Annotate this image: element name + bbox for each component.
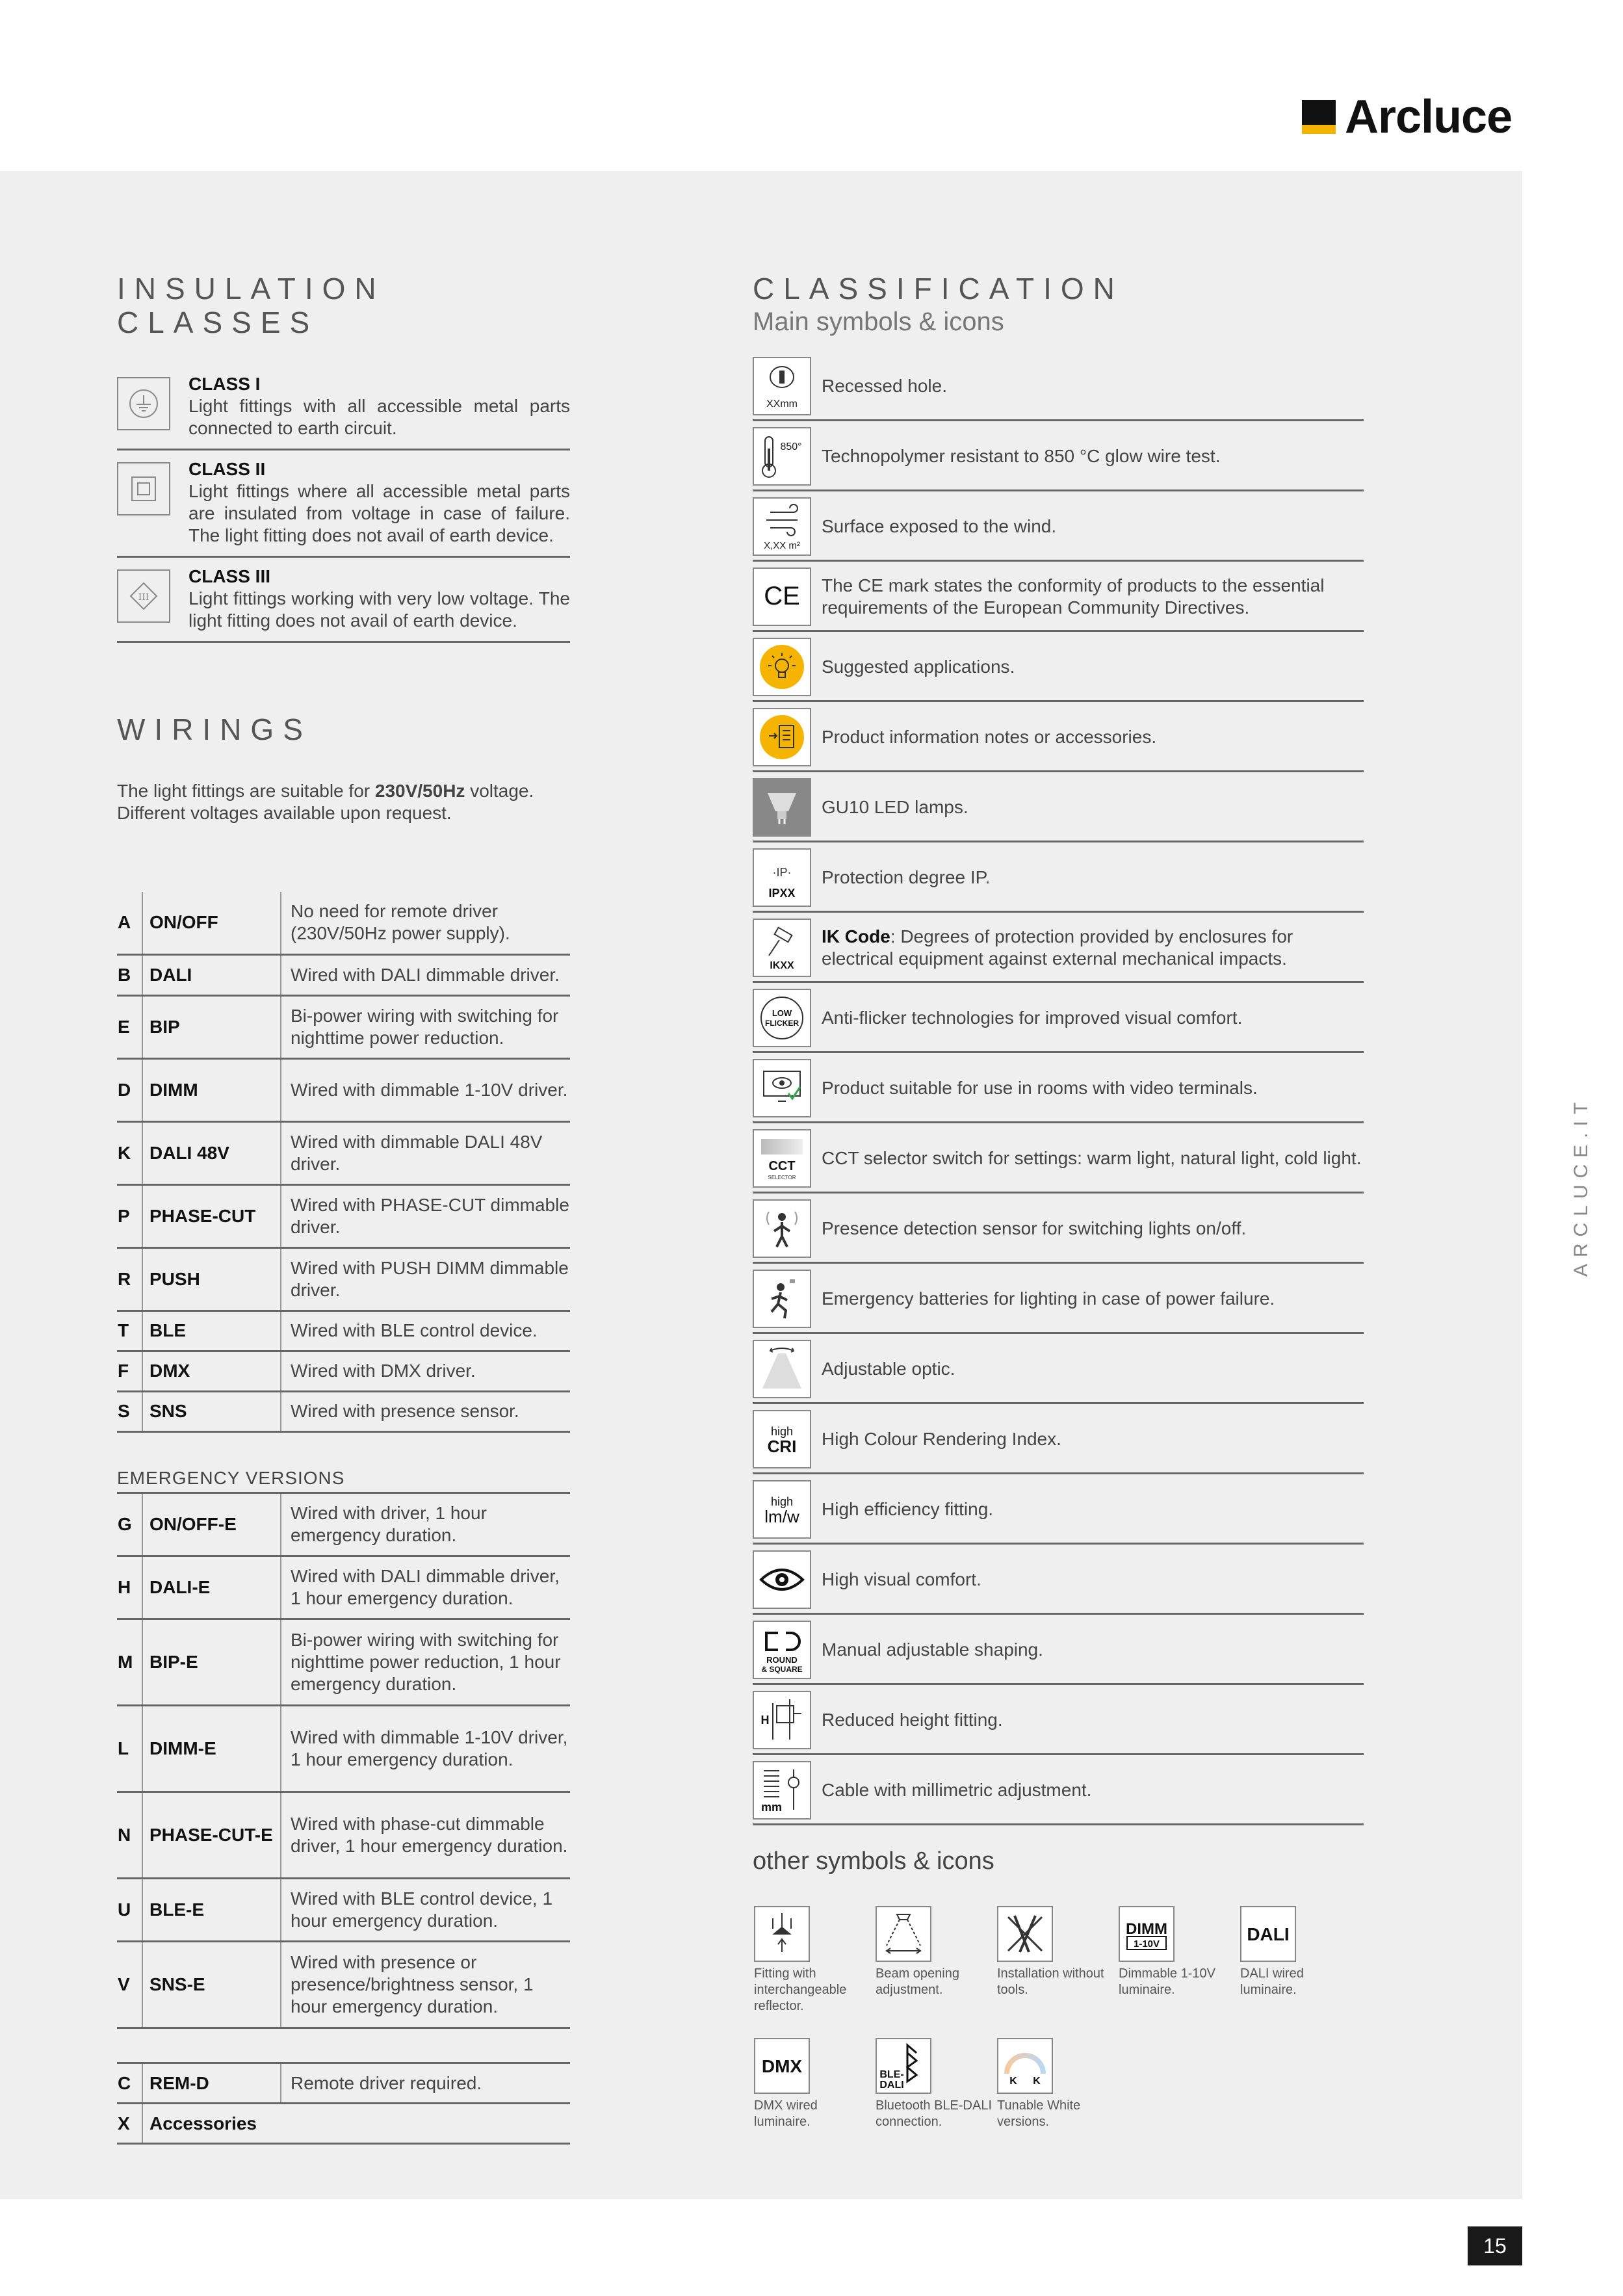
table-row: P PHASE-CUT Wired with PHASE-CUT dimmable driver. (117, 1184, 570, 1247)
classification-list (753, 353, 1364, 1827)
insulation-row: CLASS II Light fittings where all accessible metal parts are insulated from voltage in case of failure. The light fitting does not avail of earth device. (117, 450, 570, 558)
table-row: V SNS-E Wired with presence or presence/brightness sensor, 1 hour emergency duration. (117, 1942, 570, 2028)
beam-opening-icon (876, 1906, 931, 1962)
table-row: X Accessories (117, 2104, 570, 2144)
list-item: CCT SELECTOR CCT selector switch for settings: warm light, natural light, cold light. (753, 1125, 1364, 1194)
list-item: CE The CE mark states the conformity of products to the essential requirements of the European Community Directives. (753, 564, 1364, 632)
svg-text:H: H (760, 1714, 770, 1727)
round-square-icon (753, 1621, 811, 1679)
emergency-table (117, 1492, 570, 2029)
other-symbol-item: K K Tunable White versions. (997, 2038, 1114, 2130)
table-row: U BLE-E Wired with BLE control device, 1 hour emergency duration. (117, 1879, 570, 1942)
insulation-title: INSULATION CLASSES (117, 272, 385, 339)
svg-text:LOW: LOW (772, 1008, 792, 1018)
table-row: H DALI-E Wired with DALI dimmable driver, 1 hour emergency duration. (117, 1556, 570, 1619)
insulation-row: III CLASS III Light fittings working with very low voltage. The light fitting does not avail of earth device. (117, 558, 570, 643)
wirings-section (117, 712, 570, 824)
table-row: L DIMM-E Wired with dimmable 1-10V driver, 1 hour emergency duration. (117, 1706, 570, 1792)
other-symbol-item: DMX DMX wired luminaire. (754, 2038, 871, 2130)
wirings-table (117, 892, 570, 1433)
svg-text:SELECTOR: SELECTOR (768, 1175, 796, 1181)
classification-subtitle: Main symbols & icons (753, 307, 1004, 336)
wirings-title: WIRINGS (117, 712, 312, 746)
svg-text:1-10V: 1-10V (1133, 1938, 1160, 1950)
svg-text:DALI: DALI (879, 2080, 904, 2091)
list-item: Adjustable optic. (753, 1336, 1364, 1404)
reduced-height-icon (753, 1691, 811, 1749)
svg-text:DALI: DALI (1247, 1924, 1290, 1944)
svg-text:X,XX m²: X,XX m² (764, 540, 800, 551)
svg-text:high: high (770, 1425, 794, 1438)
extra-table (117, 2062, 570, 2145)
list-item: Presence detection sensor for switching lights on/off. (753, 1195, 1364, 1264)
ce-mark-icon (753, 567, 811, 626)
list-item: Emergency batteries for lighting in case of power failure. (753, 1266, 1364, 1334)
table-row: G ON/OFF-E Wired with driver, 1 hour emergency duration. (117, 1493, 570, 1556)
earth-icon (117, 377, 170, 430)
svg-text:IKXX: IKXX (770, 960, 794, 971)
cable-mm-icon (753, 1761, 811, 1820)
svg-text:high: high (770, 1495, 794, 1508)
list-item: GU10 LED lamps. (753, 774, 1364, 842)
tunable-white-icon (997, 2038, 1053, 2094)
svg-text:CRI: CRI (767, 1437, 797, 1456)
svg-text:lm/w: lm/w (764, 1507, 799, 1526)
table-row: F DMX Wired with DMX driver. (117, 1351, 570, 1391)
list-item: Product suitable for use in rooms with video terminals. (753, 1055, 1364, 1123)
emergency-icon (753, 1270, 811, 1328)
other-symbols-title: other symbols & icons (753, 1847, 994, 1875)
page-number: 15 (1468, 2226, 1522, 2265)
classification-title: CLASSIFICATION (753, 272, 1124, 306)
table-row: R PUSH Wired with PUSH DIMM dimmable driver. (117, 1247, 570, 1311)
table-row: B DALI Wired with DALI dimmable driver. (117, 954, 570, 995)
high-lmw-icon (753, 1480, 811, 1539)
low-flicker-icon (753, 989, 811, 1047)
svg-text:CCT: CCT (768, 1159, 796, 1173)
bulb-icon (753, 638, 811, 696)
logo-mark-icon (1302, 100, 1336, 134)
reflector-icon (754, 1906, 810, 1962)
table-row: K DALI 48V Wired with dimmable DALI 48V driver. (117, 1121, 570, 1184)
svg-text:XXmm: XXmm (766, 398, 798, 410)
list-item: Product information notes or accessories. (753, 704, 1364, 772)
eye-icon (753, 1550, 811, 1609)
table-row: M BIP-E Bi-power wiring with switching for nighttime power reduction, 1 hour emergency duration. (117, 1619, 570, 1706)
list-item: high lm/w High efficiency fitting. (753, 1476, 1364, 1545)
svg-text:·IP·: ·IP· (772, 866, 792, 879)
insulation-section (117, 272, 570, 643)
other-symbol-item: DIMM 1-10V Dimmable 1-10V luminaire. (1119, 1906, 1236, 1998)
table-row: S SNS Wired with presence sensor. (117, 1391, 570, 1431)
other-symbol-item: BLE- DALI Bluetooth BLE-DALI connection. (876, 2038, 993, 2130)
emergency-label: EMERGENCY VERSIONS (117, 1468, 345, 1488)
classification-section (753, 272, 1364, 338)
wind-icon (753, 497, 811, 556)
svg-text:CE: CE (764, 582, 800, 610)
ip-icon (753, 848, 811, 907)
list-item: IKXX IK Code: Degrees of protection provided by enclosures for electrical equipment against external mechanical impacts. (753, 915, 1364, 983)
table-row: D DIMM Wired with dimmable 1-10V driver. (117, 1058, 570, 1121)
table-row: C REM-D Remote driver required. (117, 2063, 570, 2104)
other-symbol-item: Beam opening adjustment. (876, 1906, 993, 1998)
cct-selector-icon (753, 1129, 811, 1188)
brand-name: Arcluce (1345, 91, 1513, 143)
list-item: LOW FLICKER Anti-flicker technologies for improved visual comfort. (753, 985, 1364, 1053)
svg-text:& SQUARE: & SQUARE (761, 1665, 803, 1674)
low-voltage-icon (117, 569, 170, 623)
side-website: ARCLUCE.IT (1570, 1095, 1592, 1277)
table-row: E BIP Bi-power wiring with switching for nighttime power reduction. (117, 995, 570, 1058)
svg-text:III: III (138, 592, 149, 603)
adjustable-optic-icon (753, 1340, 811, 1398)
high-cri-icon (753, 1410, 811, 1468)
list-item: 850° Technopolymer resistant to 850 °C glow wire test. (753, 423, 1364, 491)
svg-text:850°: 850° (780, 441, 802, 452)
brand-logo (1302, 91, 1512, 143)
dali-icon (1240, 1906, 1296, 1962)
double-insulation-icon (117, 462, 170, 515)
dmx-icon (754, 2038, 810, 2094)
svg-text:mm: mm (760, 1801, 783, 1814)
list-item: ROUND & SQUARE Manual adjustable shaping. (753, 1617, 1364, 1685)
list-item: High visual comfort. (753, 1546, 1364, 1615)
other-symbol-item: Fitting with interchangeable reflector. (754, 1906, 871, 2015)
table-row: N PHASE-CUT-E Wired with phase-cut dimmable driver, 1 hour emergency duration. (117, 1792, 570, 1879)
other-symbol-item: Installation without tools. (997, 1906, 1114, 1998)
svg-text:DMX: DMX (761, 2056, 803, 2076)
video-terminal-icon (753, 1059, 811, 1117)
recessed-hole-icon (753, 357, 811, 415)
svg-text:K: K (1009, 2076, 1017, 2087)
list-item: H Reduced height fitting. (753, 1687, 1364, 1755)
list-item: Suggested applications. (753, 634, 1364, 702)
hammer-icon (753, 919, 811, 977)
list-item: X,XX m² Surface exposed to the wind. (753, 493, 1364, 562)
other-symbol-item: DALI DALI wired luminaire. (1240, 1906, 1357, 1998)
dimm-icon (1119, 1906, 1175, 1962)
list-item: mm Cable with millimetric adjustment. (753, 1757, 1364, 1825)
svg-text:BLE-: BLE- (879, 2069, 904, 2080)
notes-icon (753, 708, 811, 766)
list-item: ·IP· IPXX Protection degree IP. (753, 844, 1364, 913)
svg-text:ROUND: ROUND (766, 1655, 798, 1665)
gu10-lamp-icon (753, 778, 811, 837)
no-tools-icon (997, 1906, 1053, 1962)
table-row: A ON/OFF No need for remote driver (230V/50Hz power supply). (117, 892, 570, 954)
list-item: XXmm Recessed hole. (753, 353, 1364, 421)
bluetooth-icon (876, 2038, 931, 2094)
wirings-intro: The light fittings are suitable for 230V/50Hz voltage. Different voltages available upon request. (117, 781, 534, 823)
presence-sensor-icon (753, 1199, 811, 1258)
svg-text:K: K (1033, 2076, 1041, 2087)
thermometer-icon (753, 427, 811, 486)
table-row: T BLE Wired with BLE control device. (117, 1311, 570, 1351)
list-item: high CRI High Colour Rendering Index. (753, 1406, 1364, 1474)
svg-text:DIMM: DIMM (1126, 1920, 1167, 1938)
insulation-row: CLASS I Light fittings with all accessible metal parts connected to earth circuit. (117, 365, 570, 450)
svg-text:IPXX: IPXX (768, 887, 796, 900)
svg-text:FLICKER: FLICKER (765, 1019, 799, 1028)
